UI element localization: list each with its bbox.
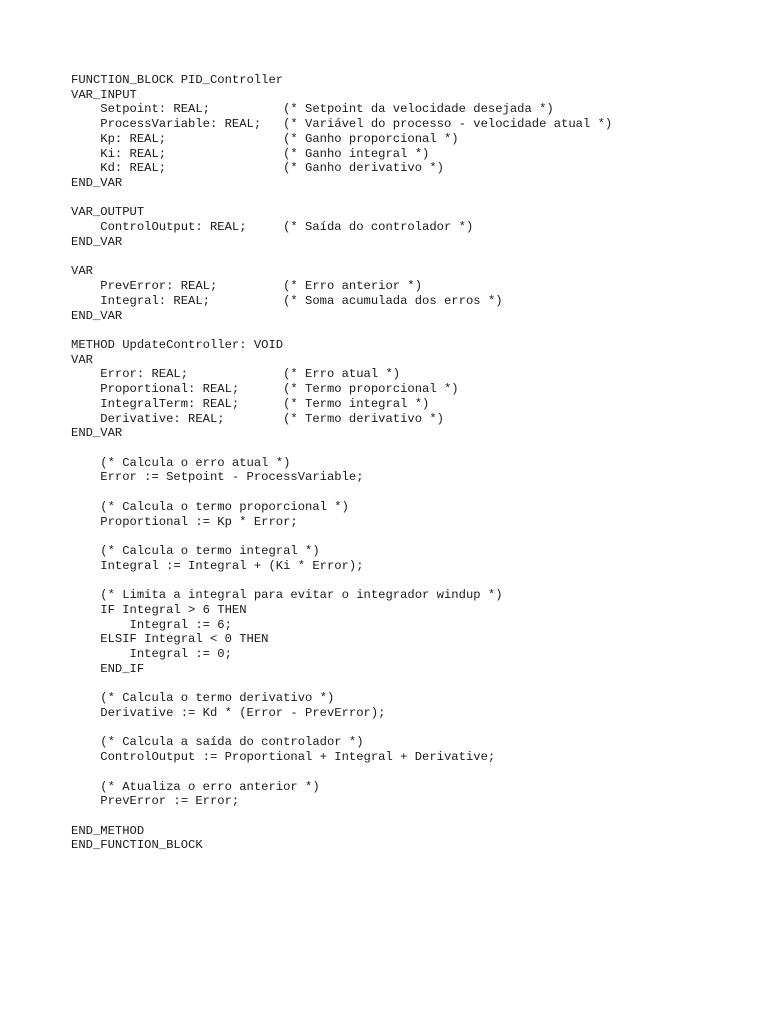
code-line: (* Calcula o termo derivativo *) — [71, 691, 335, 706]
code-line — [71, 809, 612, 824]
code-line: Error: REAL; (* Erro atual *) — [71, 367, 401, 382]
code-line: Integral := Integral + (Ki * Error); — [71, 558, 364, 573]
code-line: ProcessVariable: REAL; (* Variável do processo - velocidade atual *) — [71, 117, 613, 132]
code-line: Ki: REAL; (* Ganho integral *) — [71, 146, 430, 161]
code-line: (* Atualiza o erro anterior *) — [71, 779, 320, 794]
code-line — [71, 676, 612, 691]
code-line: VAR_INPUT — [71, 87, 137, 102]
code-line: Error := Setpoint - ProcessVariable; — [71, 470, 364, 485]
code-line: Proportional: REAL; (* Termo proporcional *) — [71, 382, 459, 397]
code-line: Setpoint: REAL; (* Setpoint da velocidade desejada *) — [71, 102, 554, 117]
code-line: METHOD UpdateController: VOID — [71, 337, 284, 352]
code-line: END_IF — [71, 661, 145, 676]
code-block — [71, 73, 612, 853]
code-line — [71, 529, 612, 544]
code-line — [71, 191, 612, 206]
code-line: Derivative := Kd * (Error - PrevError); — [71, 705, 386, 720]
code-line: Integral := 6; — [71, 617, 232, 632]
code-line — [71, 721, 612, 736]
code-line: END_VAR — [71, 234, 123, 249]
code-line — [71, 441, 612, 456]
code-line: (* Calcula a saída do controlador *) — [71, 735, 364, 750]
code-line: END_FUNCTION_BLOCK — [71, 838, 203, 853]
code-line: FUNCTION_BLOCK PID_Controller — [71, 73, 284, 87]
code-line: IntegralTerm: REAL; (* Termo integral *) — [71, 396, 430, 411]
code-line: PrevError := Error; — [71, 794, 240, 809]
code-line: END_VAR — [71, 308, 123, 323]
code-line: ControlOutput: REAL; (* Saída do controlador *) — [71, 220, 474, 235]
code-line: ControlOutput := Proportional + Integral + Derivative; — [71, 750, 496, 765]
code-line — [71, 323, 612, 338]
code-line: VAR — [71, 264, 93, 279]
code-line: VAR_OUTPUT — [71, 205, 145, 220]
code-line — [71, 573, 612, 588]
code-line: IF Integral > 6 THEN — [71, 602, 247, 617]
code-line: Integral: REAL; (* Soma acumulada dos erros *) — [71, 293, 503, 308]
code-line: (* Limita a integral para evitar o integrador windup *) — [71, 588, 503, 603]
code-line: END_VAR — [71, 426, 123, 441]
code-line: END_VAR — [71, 176, 123, 191]
code-line — [71, 250, 612, 265]
code-line: PrevError: REAL; (* Erro anterior *) — [71, 279, 423, 294]
code-line: END_METHOD — [71, 823, 145, 838]
code-line: (* Calcula o erro atual *) — [71, 455, 291, 470]
code-line: Kp: REAL; (* Ganho proporcional *) — [71, 131, 459, 146]
code-line: Proportional := Kp * Error; — [71, 514, 298, 529]
code-line: (* Calcula o termo integral *) — [71, 544, 320, 558]
code-line — [71, 765, 612, 780]
code-line: ELSIF Integral < 0 THEN — [71, 632, 269, 647]
code-line: (* Calcula o termo proporcional *) — [71, 499, 349, 514]
code-line: Derivative: REAL; (* Termo derivativo *) — [71, 411, 444, 426]
code-line: Integral := 0; — [71, 647, 232, 662]
code-line: Kd: REAL; (* Ganho derivativo *) — [71, 161, 444, 176]
code-line — [71, 485, 612, 500]
code-line: VAR — [71, 352, 93, 367]
